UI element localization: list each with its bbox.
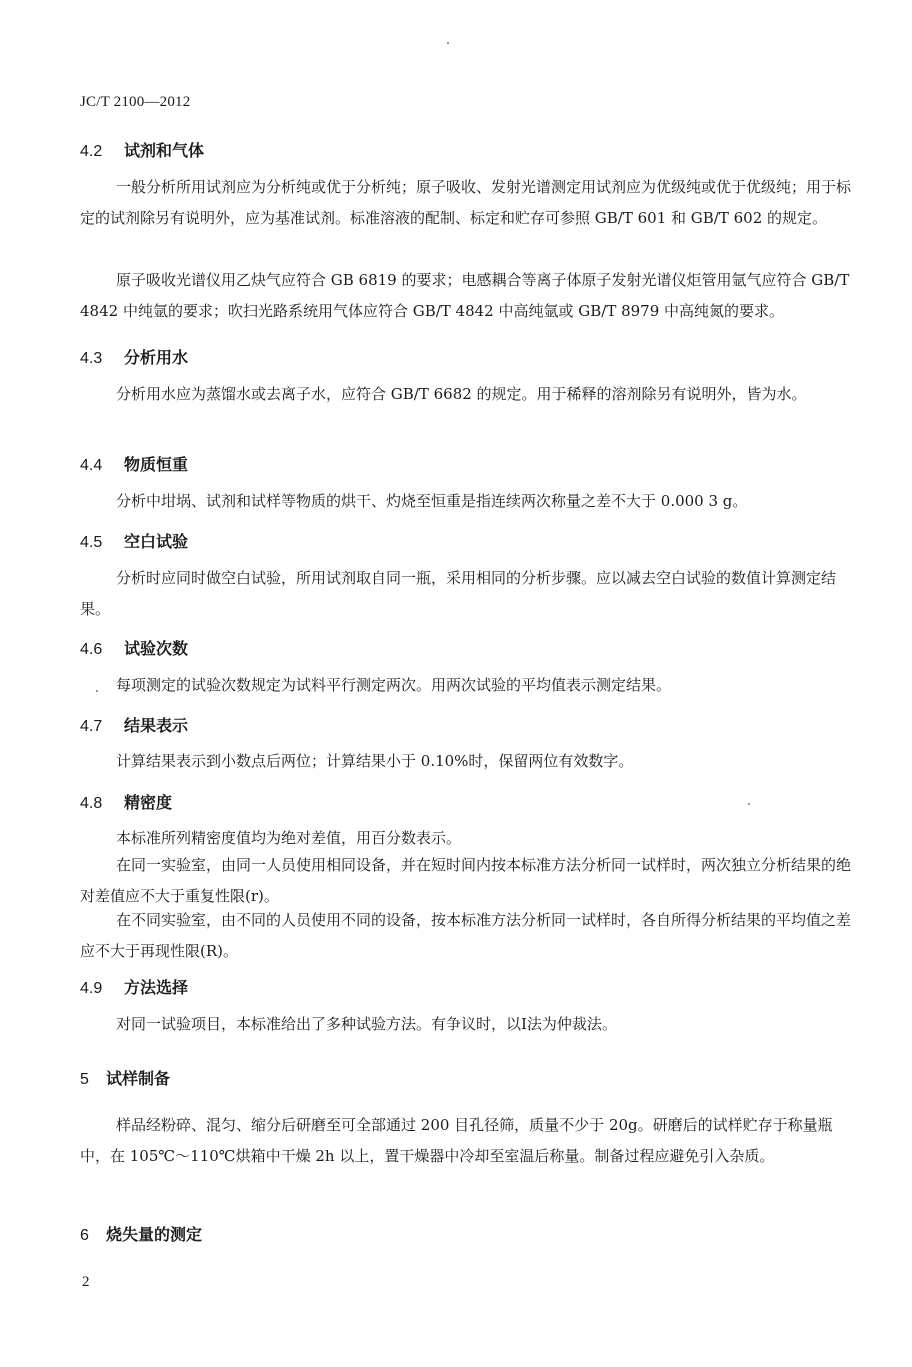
section-title: 烧失量的测定 bbox=[106, 1225, 203, 1244]
section-title: 试验次数 bbox=[124, 639, 189, 658]
paragraph-4-8-1: 本标准所列精密度值均为绝对差值，用百分数表示。 bbox=[116, 829, 462, 847]
scan-speck bbox=[748, 803, 750, 805]
section-number: 4.2 bbox=[80, 143, 103, 160]
paragraph-5-1: 样品经粉碎、混匀、缩分后研磨至可全部通过 200 目孔径筛，质量不少于 20g。研磨后的试样贮存于称量瓶中，在 105℃～110℃烘箱中干燥 2h 以上，置干燥器中冷却至室温后称量。制备过程应避免引入杂质。 bbox=[80, 1116, 833, 1165]
paragraph-4-2-1: 一般分析所用试剂应为分析纯或优于分析纯；原子吸收、发射光谱测定用试剂应为优级纯或优于优级纯；用于标定的试剂除另有说明外，应为基准试剂。标准溶液的配制、标定和贮存可参照 GB/T 601 和 GB/T 602 的规定。 bbox=[80, 178, 852, 227]
paragraph-4-5-1: 分析时应同时做空白试验，所用试剂取自同一瓶，采用相同的分析步骤。应以减去空白试验的数值计算测定结果。 bbox=[80, 569, 837, 618]
section-heading-4-7 bbox=[80, 713, 188, 736]
paragraph-4-9-1: 对同一试验项目，本标准给出了多种试验方法。有争议时，以Ⅰ法为仲裁法。 bbox=[116, 1015, 617, 1033]
paragraph-4-6-1: 每项测定的试验次数规定为试料平行测定两次。用两次试验的平均值表示测定结果。 bbox=[116, 676, 672, 694]
section-title: 分析用水 bbox=[124, 348, 189, 367]
section-heading-6 bbox=[80, 1222, 202, 1245]
section-heading-4-4 bbox=[80, 452, 188, 475]
section-title: 空白试验 bbox=[124, 532, 189, 551]
section-number: 6 bbox=[80, 1227, 89, 1244]
paragraph-4-8-3: 在不同实验室，由不同的人员使用不同的设备，按本标准方法分析同一试样时，各自所得分析结果的平均值之差应不大于再现性限(R)。 bbox=[80, 911, 852, 960]
paragraph-4-3-1: 分析用水应为蒸馏水或去离子水，应符合 GB/T 6682 的规定。用于稀释的溶剂除另有说明外，皆为水。 bbox=[116, 385, 807, 403]
section-heading-4-6 bbox=[80, 636, 188, 659]
document-code: JC/T 2100—2012 bbox=[80, 94, 191, 110]
section-heading-4-2 bbox=[80, 138, 204, 161]
paragraph-4-8-2: 在同一实验室，由同一人员使用相同设备，并在短时间内按本标准方法分析同一试样时，两次独立分析结果的绝对差值应不大于重复性限(r)。 bbox=[80, 856, 852, 905]
section-number: 4.5 bbox=[80, 534, 103, 551]
section-title: 试样制备 bbox=[106, 1069, 171, 1088]
section-heading-4-3 bbox=[80, 345, 188, 368]
section-heading-5 bbox=[80, 1066, 170, 1089]
paragraph-4-4-1: 分析中坩埚、试剂和试样等物质的烘干、灼烧至恒重是指连续两次称量之差不大于 0.000 3 g。 bbox=[116, 492, 748, 510]
section-number: 5 bbox=[80, 1071, 89, 1088]
section-number: 4.8 bbox=[80, 795, 103, 812]
page-number: 2 bbox=[82, 1274, 90, 1290]
section-number: 4.4 bbox=[80, 457, 103, 474]
section-heading-4-5 bbox=[80, 529, 188, 552]
section-title: 方法选择 bbox=[124, 978, 189, 997]
section-title: 精密度 bbox=[124, 793, 173, 812]
section-heading-4-8 bbox=[80, 790, 172, 813]
scan-speck bbox=[96, 690, 98, 692]
section-title: 物质恒重 bbox=[124, 455, 189, 474]
section-title: 结果表示 bbox=[124, 716, 189, 735]
section-number: 4.7 bbox=[80, 718, 103, 735]
paragraph-4-7-1: 计算结果表示到小数点后两位；计算结果小于 0.10%时，保留两位有效数字。 bbox=[116, 752, 634, 770]
scan-speck bbox=[447, 42, 449, 44]
section-number: 4.9 bbox=[80, 980, 103, 997]
section-heading-4-9 bbox=[80, 975, 188, 998]
section-number: 4.6 bbox=[80, 641, 103, 658]
section-title: 试剂和气体 bbox=[124, 141, 205, 160]
paragraph-4-2-2: 原子吸收光谱仪用乙炔气应符合 GB 6819 的要求；电感耦合等离子体原子发射光谱仪炬管用氩气应符合 GB/T 4842 中纯氩的要求；吹扫光路系统用气体应符合 GB/T 4842 中高纯氩或 GB/T 8979 中高纯氮的要求。 bbox=[80, 271, 850, 320]
section-number: 4.3 bbox=[80, 350, 103, 367]
